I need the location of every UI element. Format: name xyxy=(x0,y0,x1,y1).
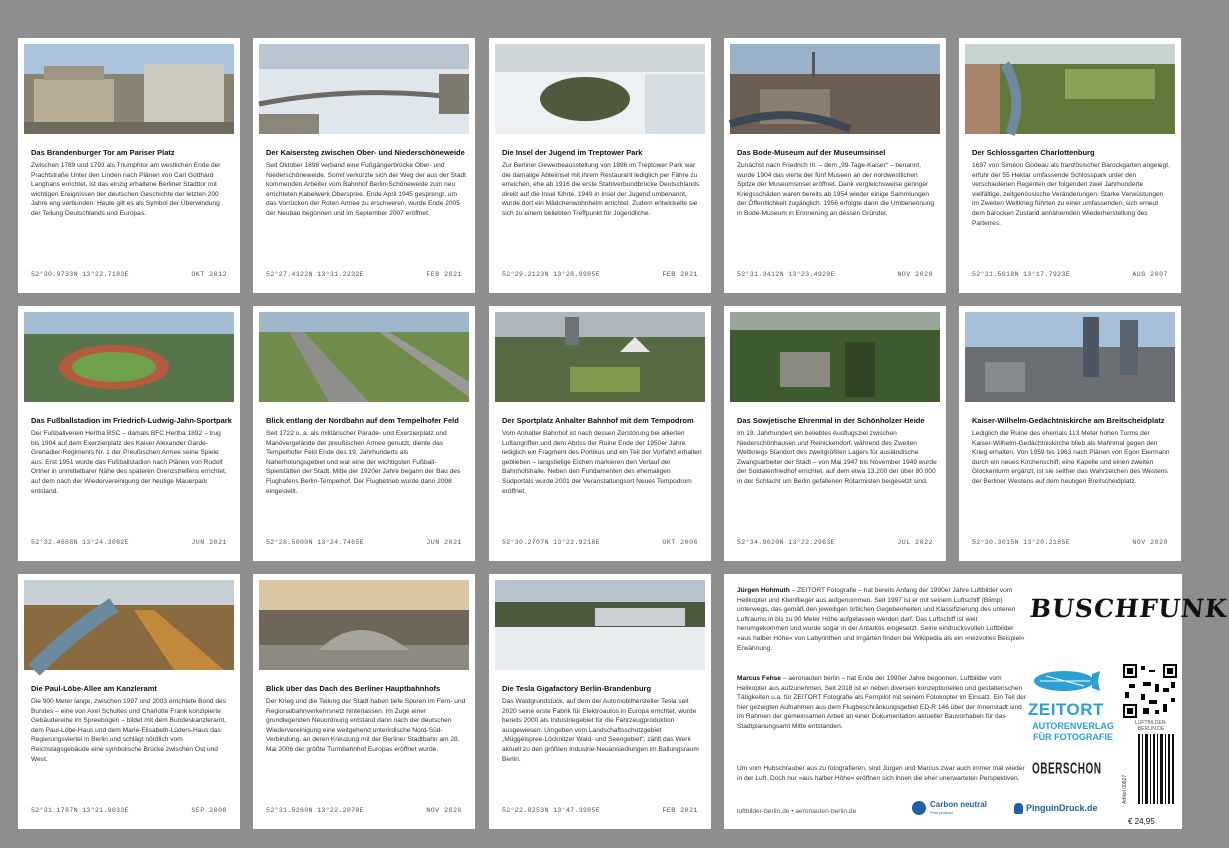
card-9 xyxy=(724,306,946,561)
card-title: Das Fußballstadion im Friedrich-Ludwig-Jahn-Sportpark xyxy=(31,416,232,425)
card-text: Zwischen 1789 und 1793 als Triumphtor am westlichen Ende der Prachtstraße Unter den Linden nach Plänen von Carl Gotthard Langhans errichtet, ist das einzig erhaltene Berliner Stadttor mit wichtigen Ereignissen der deutschen Geschichte der letzten 200 Jahre eng verbunden. Heute gilt es als Symbol der Überwindung der Teilung Deutschlands und Europas. xyxy=(31,162,221,217)
card-4 xyxy=(724,38,946,293)
bio-name: Jürgen Hohmuth xyxy=(737,587,790,594)
card-coordinates: 52°30.2707N 13°22.9218E xyxy=(502,539,600,546)
bio-hohmuth xyxy=(737,586,1027,653)
article-number: Artikel 00827 xyxy=(1122,774,1128,804)
card-text: Die 900 Meter lange, zwischen 1997 und 2003 errichtete Bond des Bundes – eine von Axel Schultes und Charlotte Frank konzipierte Gebäudereihe im Spreebogen – bildet mit dem Bundeskanzleramt, dem Paul-Löbe-Haus und dem Marie-Elisabeth-Lüders-Haus das Regierungsviertel in Berlin und schlägt nördlich vom Reichstagsgebäude eine symbolische Brücke zwischen Ost und West. xyxy=(31,698,227,763)
card-title: Das Bode-Museum auf der Museumsinsel xyxy=(737,148,886,157)
photo-hauptbahnhof xyxy=(259,580,469,670)
card-title: Das Brandenburger Tor am Pariser Platz xyxy=(31,148,175,157)
card-text: Zunächst nach Friedrich III. – dem „99-Tage-Kaiser“ – benannt, wurde 1904 das vierte der fünf Museen an der nordwestlichen Spitze der Museumsinsel eröffnet. Dank vergleichsweise geringer Kriegsschäden waren bereits ab 1954 wieder einige Sammlungen der Öffentlichkeit zugänglich. 1956 erfolgte dann die Umbenennung in Bode-Museum in Erinnerung an dessen Gründer. xyxy=(737,162,935,217)
card-text: Der Fußballverein Hertha BSC – damals BFC Hertha 1892 – trug bis 1904 auf dem Exerzierplatz des Kaiser Alexander Garde-Grenadier-Regiments Nr. 1 der Preußischen Armee seine Spiele aus. Erst 1951 wurde das Fußballstadion nach Plänen von Rudolf Ortner in unmittelbarer Nähe des späteren Grenzstreifens errichtet, auf dem nach der Wiedervereinigung der heutige Mauerpark entstand. xyxy=(31,430,227,495)
card-title: Blick über das Dach des Berliner Hauptbahnhofs xyxy=(266,684,441,693)
info-panel xyxy=(724,574,1229,829)
barcode xyxy=(1136,734,1176,804)
card-coordinates: 52°27.4322N 13°31.2232E xyxy=(266,271,364,278)
photo-sowjetisches-ehrenmal xyxy=(730,312,940,402)
card-text: Der Krieg und die Teilung der Stadt haben tiefe Spuren im Fern- und Regionalbahnverkehrsnetz hinterlassen. Im Zuge einer grundlegenden Neuordnung entstand dann nach der deutschen Wiedervereinigung eine weitgehend unterirdische Nord-Süd-Verbindung, an deren Kreuzung mit der Berliner Stadtbahn am 28. Mai 2006 der größte Turmbahnhof Europas eröffnet wurde. xyxy=(266,698,466,753)
card-title: Die Tesla Gigafactory Berlin-Brandenburg xyxy=(502,684,652,693)
buschfunk-logo: BUSCHFUNK xyxy=(1028,594,1229,623)
bio-text: – ZEITORT Fotografie – hat bereits Anfang der 1990er Jahre Luftbilder vom Helikopter und Kleinflieger aus aufgenommen. Seit 1997 ist er mit seinem Luftschiff (Blimp) unterwegs, das gemäß den jeweiligen örtlichen Gegebenheiten und Klassifizierung des unteren Luftraums in bis zu 90 Meter Höhe aufgelassen werden darf. Das Luftschiff ist weit herumgekommen und wurde sogar in der Antarktis eingesetzt. Seine eindrucksvollen Luftbilder »aus halber Höhe« von Labyrinthen und Irrgärten finden bei Wikipedia als ein »reizvolles Beispiel« Erwähnung. xyxy=(737,587,1025,652)
card-date: NOV 2020 xyxy=(897,271,933,278)
carbon-neutral-sublabel: Print product xyxy=(930,810,953,815)
bio-name: Marcus Fehse xyxy=(737,675,781,682)
photo-kaisersteg xyxy=(259,44,469,134)
card-10 xyxy=(959,306,1181,561)
card-title: Die Paul-Löbe-Allee am Kanzleramt xyxy=(31,684,157,693)
card-text: Seit Oktober 1898 verband eine Fußgängerbrücke Ober- und Niederschöneweide. Somit verkürzte sich der Weg der aus der Stadt kommenden Arbeiter vom Bahnhof Berlin-Schöneweide zum neu errichteten Kabelwerk Oberspree. Ende April 1945 gesprengt, um das Vorrücken der Roten Armee zu erschweren, wurde Ende 2005 der Neubau begonnen und im September 2007 eröffnet. xyxy=(266,162,466,217)
card-text: Im 19. Jahrhundert ein beliebtes Ausflugsziel zwischen Niederschönhausen und Reinickendorf, während des Zweiten Weltkriegs Standort des zweitgrößten Lagers für ausländische Zwangsarbeiter der Stadt – von Mai 1947 bis November 1949 wurde der Soldatenfriedhof errichtet, auf dem etwa 13.200 der über 80.000 in der Schlacht um Berlin gefallenen Rotarmisten beigesetzt sind. xyxy=(737,430,937,485)
card-text: Lediglich die Ruine des ehemals 113 Meter hohen Turms der Kaiser-Wilhelm-Gedächtniskirche blieb als Mahnmal gegen den Krieg erhalten. Von 1959 bis 1963 nach Plänen von Egon Eiermann durch ein neues Kirchenschiff, eine Kapelle und einen zweiten Glockenturm ergänzt, ist sie seither das Wahrzeichen des Westens der Berliner Westens auf dem heutigen Breitscheidplatz. xyxy=(972,430,1170,485)
card-11 xyxy=(18,574,240,829)
card-title: Das Sowjetische Ehrenmal in der Schönholzer Heide xyxy=(737,416,925,425)
qr-url: LUFTBILDER-BERLIN.DE xyxy=(1134,720,1168,732)
card-title: Der Sportplatz Anhalter Bahnhof mit dem Tempodrom xyxy=(502,416,694,425)
card-date: JUN 2021 xyxy=(191,539,227,546)
oberschon-logo: OBERSCHON xyxy=(1032,760,1102,779)
website-links[interactable]: luftbilder-berlin.de • aeronauten-berlin.de xyxy=(737,808,857,815)
card-date: NOV 2020 xyxy=(1132,539,1168,546)
card-coordinates: 52°30.9733N 13°22.7183E xyxy=(31,271,129,278)
card-text: 1697 von Siméon Godeau als französischer Barockgarten angelegt, erfuhr der 55 Hektar umfassende Schlosspark unter den verschiedenen Regenten der folgenden zwei Jahrhunderte vielfältige, zeitgenössische Veränderungen. Starke Verwüstungen im Zweiten Weltkrieg führten zu einer umfassenden, sich erneut dem barocken Zustand annähernden Wiederherstellung des Parterres. xyxy=(972,162,1170,227)
card-date: NOV 2020 xyxy=(426,807,462,814)
card-coordinates: 52°30.3015N 13°20.2185E xyxy=(972,539,1070,546)
card-text: Das Waldgrundstück, auf dem der Automobilhersteller Tesla seit 2020 seine erste Fabrik für Elektroautos in Europa errichtet, wurde bereits 2000 als Industriegebiet für die Fahrzeugproduktion ausgewiesen. Umgeben vom Landschaftsschutzgebiet „Müggelspree-Löcknitzer Wald- und Seengebiet“, zählt das Werk aktuell zu den größten Industrie-Neuansiedlungen im Ballungsraum Berlin. xyxy=(502,698,699,763)
card-coordinates: 52°31.1787N 13°21.9033E xyxy=(31,807,129,814)
bio-closing: Um vom Hubschrauber aus zu fotografieren, sind Jürgen und Marcus zwar auch immer mal wieder in der Luft. Doch nur »aus halber Höhe« eröffnen sich ihnen die eher unerwarteten Perspektiven. xyxy=(737,765,1025,782)
card-coordinates: 52°29.2123N 13°28.9985E xyxy=(502,271,600,278)
price: € 24,95 xyxy=(1128,817,1155,826)
pinguin-druck-logo xyxy=(1014,803,1098,814)
card-date: SEP 2008 xyxy=(191,807,227,814)
photo-tempelhofer-feld xyxy=(259,312,469,402)
card-coordinates: 52°31.5018N 13°17.7923E xyxy=(972,271,1070,278)
card-text: Vom Anhalter Bahnhof ist nach dessen Zerstörung bei allierten Luftangriffen und dem Abriss der Ruine Ende der 1950er Jahre lediglich ein Fragment des Portikus und ein Teil der Vorfahrt erhalten geblieben – langstielige Eichen markieren den Verlauf der Bahnhofshalle. Neben den Fundamenten des ehemaligen Südportals wurde 2001 der Veranstaltungsort Neues Tempodrom eröffnet. xyxy=(502,430,702,495)
photo-jahn-sportpark xyxy=(24,312,234,402)
card-2 xyxy=(253,38,475,293)
zeitort-airship-icon xyxy=(1032,668,1102,694)
carbon-neutral-icon xyxy=(912,801,926,815)
card-6 xyxy=(18,306,240,561)
card-coordinates: 52°22.8253N 13°47.3985E xyxy=(502,807,600,814)
bio-fehse xyxy=(737,674,1027,732)
card-title: Der Kaisersteg zwischen Ober- und Niederschöneweide xyxy=(266,148,465,157)
photo-bode-museum xyxy=(730,44,940,134)
photo-gedaechtniskirche xyxy=(965,312,1175,402)
card-date: OKT 2006 xyxy=(662,539,698,546)
card-date: OKT 2012 xyxy=(191,271,227,278)
card-13 xyxy=(489,574,711,829)
card-1 xyxy=(18,38,240,293)
card-3 xyxy=(489,38,711,293)
photo-paul-loebe-allee xyxy=(24,580,234,670)
card-7 xyxy=(253,306,475,561)
card-date: JUL 2022 xyxy=(897,539,933,546)
photo-tesla-gigafactory xyxy=(495,580,705,670)
card-title: Kaiser-Wilhelm-Gedächtniskirche am Breitscheidplatz xyxy=(972,416,1165,425)
photo-schlossgarten xyxy=(965,44,1175,134)
pinguin-label: PinguinDruck.de xyxy=(1026,803,1098,813)
penguin-icon xyxy=(1014,803,1023,814)
photo-insel-der-jugend xyxy=(495,44,705,134)
card-text: Seit 1722 u. a. als militärischer Parade- und Exerzierplatz und Manövergelände der preußischen Armee genutzt, diente das Tempelhofer Feld Ende des 19. Jahrhunderts als Naherholungsgebiet und war eine der wichtigsten Fußball-Spielstätten der Stadt. Mitte der 1920er Jahre begann der Bau des Flughafens Berlin-Tempelhof. Der Flugbetrieb wurde dann 2008 eingestellt. xyxy=(266,430,461,495)
photo-brandenburger-tor xyxy=(24,44,234,134)
card-text: Zur Berliner Gewerbeausstellung von 1896 im Treptower Park war die damalige Abteiinsel mit ihrem Restaurant lediglich per Fähre zu erreichen, ehe ab 1916 die erste Stahlverbundbrücke Deutschlands direkt auf die Insel führte. 1949 in Insel der Jugend umbenannt, wurde dort ein Mädchenwohnheim errichtet. Zudem entwickelte sie sich zu einem beliebten Treffpunkt für Jugendliche. xyxy=(502,162,700,217)
zeitort-subtitle: AUTORENVERLAG FÜR FOTOGRAFIE xyxy=(1032,721,1114,742)
card-date: FEB 2021 xyxy=(426,271,462,278)
carbon-neutral-label: Carbon neutral xyxy=(930,800,987,809)
card-title: Der Schlossgarten Charlottenburg xyxy=(972,148,1095,157)
card-coordinates: 52°28.5000N 13°24.7465E xyxy=(266,539,364,546)
card-title: Blick entlang der Nordbahn auf dem Tempelhofer Feld xyxy=(266,416,459,425)
card-coordinates: 52°32.4668N 13°24.3082E xyxy=(31,539,129,546)
card-date: FEB 2021 xyxy=(662,807,698,814)
zeitort-logo: ZEITORT xyxy=(1028,700,1104,719)
card-coordinates: 52°31.5260N 13°22.2078E xyxy=(266,807,364,814)
card-8 xyxy=(489,306,711,561)
card-coordinates: 52°31.3412N 13°23.4920E xyxy=(737,271,835,278)
card-12 xyxy=(253,574,475,829)
bio-text: – aeronauten berlin – hat Ende der 1990er Jahre begonnen, Luftbilder vom Helikopter aus aufzunehmen. Seit 2018 ist er neben diversen konzeptionellen und gestalterischen Tätigkeiten u.a. für ZEITORT Fotografie als Fernpilot mit seinem Fotokopter im Einsatz. Ein Teil der hier gezeigten Aufnahmen aus dem Flugbeschränkungsgebiet ED-R 146 über der Innenstadt sind im Rahmen der gemeinsamen Arbeit an einer Dokumentation aktueller Bauvorhaben für das Stadtplanungsamt Mitte entstanden. xyxy=(737,675,1027,730)
card-title: Die Insel der Jugend im Treptower Park xyxy=(502,148,643,157)
card-coordinates: 52°34.9620N 13°22.2963E xyxy=(737,539,835,546)
photo-anhalter-bahnhof xyxy=(495,312,705,402)
card-date: AUG 2007 xyxy=(1132,271,1168,278)
qr-code[interactable] xyxy=(1123,664,1177,718)
card-date: JUN 2021 xyxy=(426,539,462,546)
card-date: FEB 2021 xyxy=(662,271,698,278)
card-5 xyxy=(959,38,1181,293)
